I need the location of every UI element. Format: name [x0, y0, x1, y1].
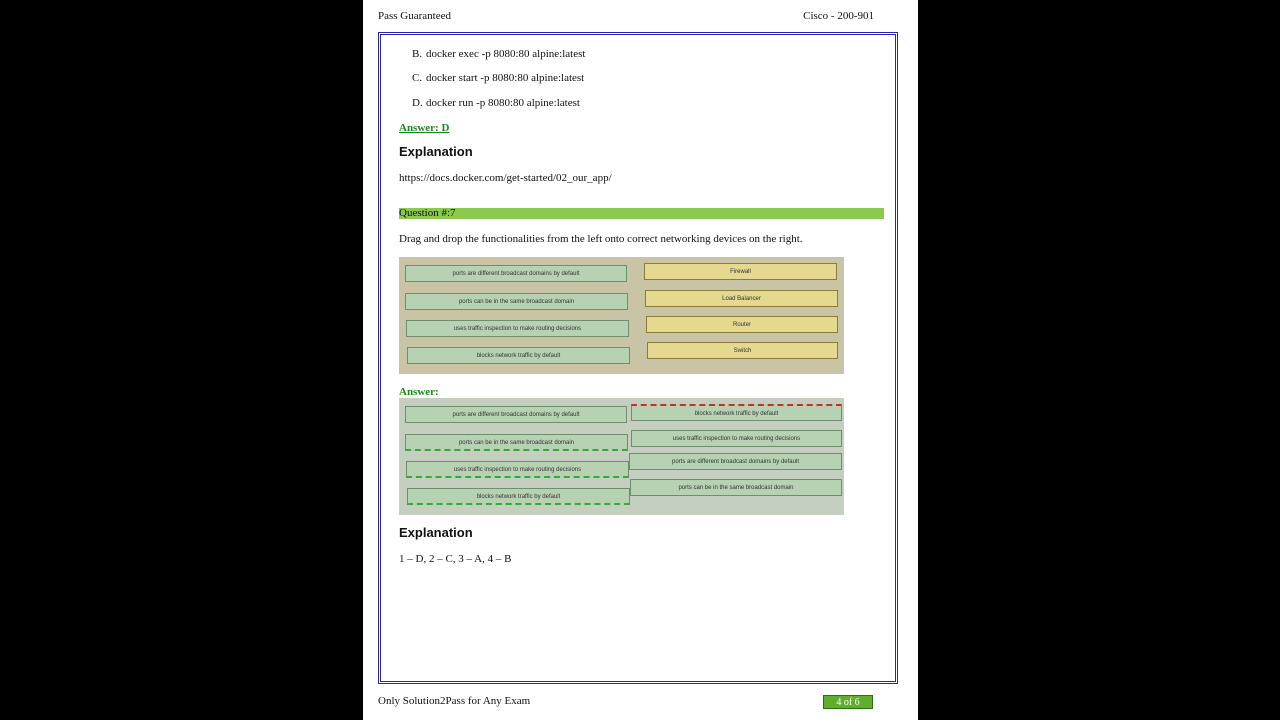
explanation-heading: Explanation — [399, 525, 473, 540]
placed-item: uses traffic inspection to make routing decisions — [631, 430, 842, 447]
question-image — [399, 257, 844, 374]
drag-item: blocks network traffic by default — [407, 488, 630, 505]
option-text: docker start -p 8080:80 alpine:latest — [426, 72, 585, 84]
explanation-text: 1 – D, 2 – C, 3 – A, 4 – B — [399, 553, 512, 565]
answer-image — [399, 398, 844, 515]
header-right: Cisco - 200-901 — [803, 10, 874, 22]
option-text: docker exec -p 8080:80 alpine:latest — [426, 48, 586, 60]
page-number: 4 of 6 — [823, 695, 873, 709]
drag-item: blocks network traffic by default — [407, 347, 630, 364]
drag-item: uses traffic inspection to make routing decisions — [406, 461, 629, 478]
drag-item: ports are different broadcast domains by default — [405, 265, 627, 282]
footer-text: Only Solution2Pass for Any Exam — [378, 695, 531, 707]
previous-answer: Answer: D — [399, 122, 450, 134]
explanation-link[interactable]: https://docs.docker.com/get-started/02_our_app/ — [399, 172, 612, 184]
option-text: docker run -p 8080:80 alpine:latest — [426, 97, 580, 109]
drag-item: ports can be in the same broadcast domain — [405, 293, 628, 310]
placed-item: blocks network traffic by default — [631, 404, 842, 421]
option-c: C. docker start -p 8080:80 alpine:latest — [412, 72, 585, 84]
drop-target: Load Balancer — [645, 290, 838, 307]
drag-item: ports are different broadcast domains by default — [405, 406, 627, 423]
placed-item: ports can be in the same broadcast domain — [630, 479, 842, 496]
placed-item: ports are different broadcast domains by default — [629, 453, 842, 470]
option-b: B. docker exec -p 8080:80 alpine:latest — [412, 48, 586, 60]
option-d: D. docker run -p 8080:80 alpine:latest — [412, 97, 580, 109]
document-page — [363, 0, 918, 720]
question-text: Drag and drop the functionalities from the left onto correct networking devices on the right. — [399, 233, 803, 245]
header-left: Pass Guaranteed — [378, 10, 452, 22]
drop-target: Router — [646, 316, 838, 333]
drop-target: Switch — [647, 342, 838, 359]
drag-item: uses traffic inspection to make routing decisions — [406, 320, 629, 337]
content-frame — [378, 32, 898, 684]
explanation-heading: Explanation — [399, 144, 473, 159]
answer-label: Answer: — [399, 386, 439, 398]
drag-item: ports can be in the same broadcast domain — [405, 434, 628, 451]
drop-target: Firewall — [644, 263, 837, 280]
question-label: Question #:7 — [399, 208, 884, 219]
